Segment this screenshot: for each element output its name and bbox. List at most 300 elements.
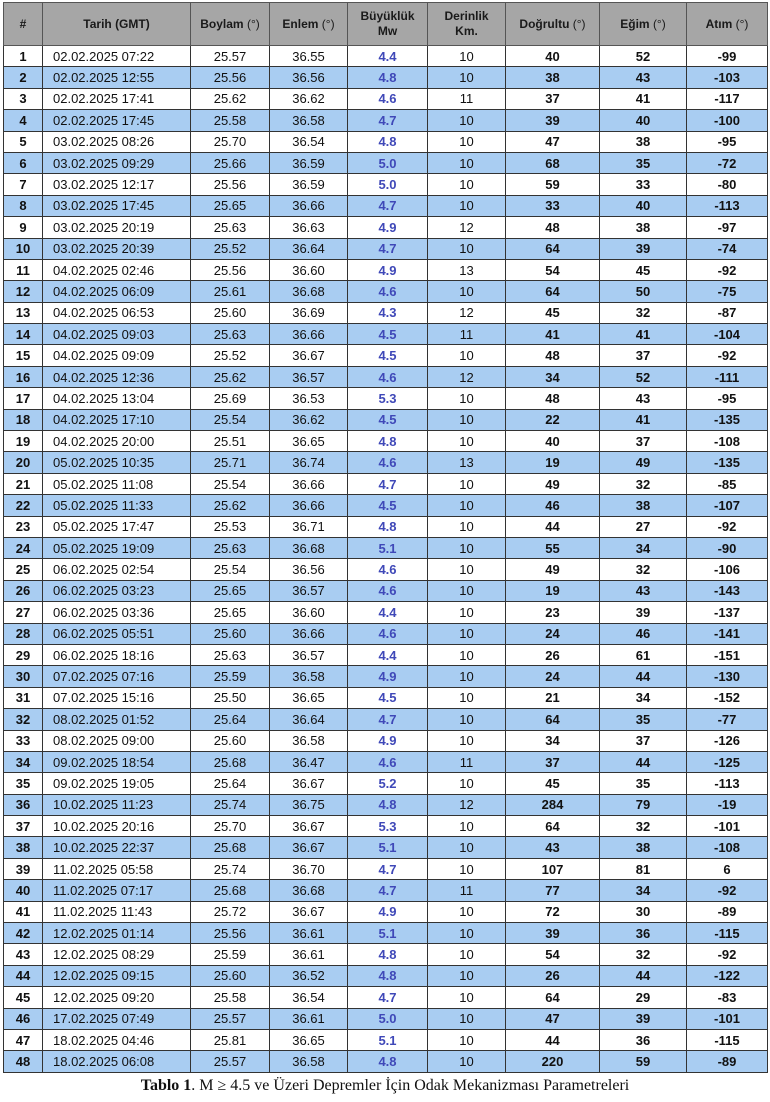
cell-magnitude: 4.7 [348, 473, 428, 494]
cell-date: 11.02.2025 05:58 [43, 858, 191, 879]
cell-longitude: 25.62 [191, 495, 270, 516]
cell-number: 18 [4, 409, 43, 430]
cell-number: 32 [4, 709, 43, 730]
cell-number: 44 [4, 965, 43, 986]
cell-magnitude: 4.6 [348, 88, 428, 109]
cell-longitude: 25.64 [191, 773, 270, 794]
table-row [4, 516, 768, 537]
cell-depth: 10 [428, 923, 506, 944]
cell-latitude: 36.67 [270, 837, 348, 858]
cell-latitude: 36.66 [270, 623, 348, 644]
cell-rake: -74 [687, 238, 768, 259]
cell-rake: -117 [687, 88, 768, 109]
cell-rake: -85 [687, 473, 768, 494]
cell-latitude: 36.65 [270, 1029, 348, 1050]
header-rake: Atım (°) [687, 3, 768, 46]
cell-magnitude: 4.7 [348, 987, 428, 1008]
cell-date: 05.02.2025 10:35 [43, 452, 191, 473]
cell-dip: 36 [600, 1029, 687, 1050]
table-row [4, 858, 768, 879]
cell-number: 29 [4, 644, 43, 665]
table-row [4, 195, 768, 216]
cell-depth: 10 [428, 281, 506, 302]
cell-rake: -101 [687, 816, 768, 837]
table-row [4, 46, 768, 67]
cell-dip: 38 [600, 131, 687, 152]
cell-date: 04.02.2025 09:03 [43, 324, 191, 345]
cell-latitude: 36.66 [270, 473, 348, 494]
cell-date: 12.02.2025 09:20 [43, 987, 191, 1008]
cell-latitude: 36.60 [270, 259, 348, 280]
cell-rake: -111 [687, 366, 768, 387]
cell-rake: -126 [687, 730, 768, 751]
cell-longitude: 25.59 [191, 944, 270, 965]
cell-latitude: 36.56 [270, 67, 348, 88]
cell-number: 42 [4, 923, 43, 944]
table-row [4, 431, 768, 452]
cell-rake: -137 [687, 602, 768, 623]
cell-latitude: 36.69 [270, 302, 348, 323]
cell-date: 07.02.2025 15:16 [43, 687, 191, 708]
cell-longitude: 25.68 [191, 751, 270, 772]
cell-rake: -92 [687, 880, 768, 901]
cell-longitude: 25.59 [191, 666, 270, 687]
cell-dip: 34 [600, 880, 687, 901]
cell-longitude: 25.56 [191, 259, 270, 280]
cell-longitude: 25.51 [191, 431, 270, 452]
table-row [4, 259, 768, 280]
cell-latitude: 36.64 [270, 709, 348, 730]
cell-number: 39 [4, 858, 43, 879]
cell-longitude: 25.60 [191, 730, 270, 751]
cell-magnitude: 4.8 [348, 131, 428, 152]
cell-depth: 10 [428, 152, 506, 173]
cell-number: 2 [4, 67, 43, 88]
cell-rake: -100 [687, 110, 768, 131]
cell-dip: 30 [600, 901, 687, 922]
cell-magnitude: 4.9 [348, 730, 428, 751]
table-row [4, 131, 768, 152]
cell-date: 05.02.2025 11:08 [43, 473, 191, 494]
cell-date: 03.02.2025 17:45 [43, 195, 191, 216]
cell-latitude: 36.58 [270, 110, 348, 131]
cell-number: 16 [4, 366, 43, 387]
table-row [4, 345, 768, 366]
cell-strike: 19 [506, 580, 600, 601]
cell-number: 6 [4, 152, 43, 173]
cell-magnitude: 5.1 [348, 837, 428, 858]
focal-mechanism-table [3, 2, 768, 1073]
cell-longitude: 25.50 [191, 687, 270, 708]
cell-latitude: 36.70 [270, 858, 348, 879]
cell-dip: 52 [600, 46, 687, 67]
cell-number: 20 [4, 452, 43, 473]
cell-magnitude: 4.6 [348, 366, 428, 387]
cell-strike: 41 [506, 324, 600, 345]
cell-magnitude: 4.3 [348, 302, 428, 323]
cell-strike: 40 [506, 431, 600, 452]
cell-strike: 39 [506, 923, 600, 944]
table-row [4, 709, 768, 730]
cell-date: 04.02.2025 17:10 [43, 409, 191, 430]
cell-rake: -77 [687, 709, 768, 730]
table-row [4, 880, 768, 901]
cell-strike: 47 [506, 131, 600, 152]
table-row [4, 944, 768, 965]
cell-latitude: 36.53 [270, 388, 348, 409]
cell-rake: -104 [687, 324, 768, 345]
header-depth: Derinlik Km. [428, 3, 506, 46]
cell-latitude: 36.55 [270, 46, 348, 67]
cell-date: 04.02.2025 06:53 [43, 302, 191, 323]
table-row [4, 602, 768, 623]
cell-depth: 10 [428, 666, 506, 687]
cell-dip: 46 [600, 623, 687, 644]
cell-longitude: 25.68 [191, 880, 270, 901]
cell-magnitude: 4.4 [348, 644, 428, 665]
cell-rake: -107 [687, 495, 768, 516]
cell-number: 25 [4, 559, 43, 580]
cell-magnitude: 4.6 [348, 580, 428, 601]
table-row [4, 987, 768, 1008]
cell-latitude: 36.66 [270, 495, 348, 516]
cell-magnitude: 4.4 [348, 46, 428, 67]
cell-latitude: 36.59 [270, 174, 348, 195]
cell-magnitude: 4.7 [348, 238, 428, 259]
cell-number: 36 [4, 794, 43, 815]
cell-date: 02.02.2025 12:55 [43, 67, 191, 88]
cell-rake: -108 [687, 431, 768, 452]
cell-date: 06.02.2025 03:36 [43, 602, 191, 623]
cell-latitude: 36.58 [270, 1051, 348, 1072]
cell-date: 05.02.2025 17:47 [43, 516, 191, 537]
cell-dip: 44 [600, 666, 687, 687]
cell-rake: -115 [687, 1029, 768, 1050]
header-lat: Enlem (°) [270, 3, 348, 46]
cell-date: 05.02.2025 11:33 [43, 495, 191, 516]
cell-rake: -130 [687, 666, 768, 687]
table-row [4, 730, 768, 751]
cell-strike: 24 [506, 666, 600, 687]
cell-magnitude: 4.6 [348, 751, 428, 772]
cell-strike: 39 [506, 110, 600, 131]
cell-dip: 43 [600, 388, 687, 409]
cell-dip: 50 [600, 281, 687, 302]
table-row [4, 495, 768, 516]
cell-longitude: 25.56 [191, 923, 270, 944]
cell-date: 03.02.2025 08:26 [43, 131, 191, 152]
cell-strike: 107 [506, 858, 600, 879]
cell-dip: 61 [600, 644, 687, 665]
cell-strike: 48 [506, 217, 600, 238]
cell-number: 9 [4, 217, 43, 238]
cell-strike: 55 [506, 537, 600, 558]
cell-rake: -151 [687, 644, 768, 665]
cell-magnitude: 4.7 [348, 858, 428, 879]
cell-magnitude: 4.7 [348, 110, 428, 131]
header-strike-unit: (°) [572, 16, 586, 31]
cell-strike: 59 [506, 174, 600, 195]
cell-longitude: 25.63 [191, 537, 270, 558]
cell-magnitude: 4.8 [348, 944, 428, 965]
cell-longitude: 25.53 [191, 516, 270, 537]
cell-rake: -83 [687, 987, 768, 1008]
cell-dip: 43 [600, 580, 687, 601]
cell-longitude: 25.65 [191, 580, 270, 601]
header-dip-unit: (°) [652, 16, 666, 31]
cell-magnitude: 4.6 [348, 281, 428, 302]
cell-strike: 44 [506, 516, 600, 537]
cell-depth: 10 [428, 495, 506, 516]
cell-depth: 10 [428, 388, 506, 409]
cell-latitude: 36.66 [270, 195, 348, 216]
cell-strike: 38 [506, 67, 600, 88]
cell-strike: 54 [506, 259, 600, 280]
cell-magnitude: 4.8 [348, 1051, 428, 1072]
cell-magnitude: 5.2 [348, 773, 428, 794]
cell-number: 43 [4, 944, 43, 965]
table-row [4, 559, 768, 580]
cell-number: 38 [4, 837, 43, 858]
table-row [4, 816, 768, 837]
cell-date: 06.02.2025 03:23 [43, 580, 191, 601]
cell-longitude: 25.70 [191, 131, 270, 152]
cell-strike: 44 [506, 1029, 600, 1050]
cell-depth: 10 [428, 1008, 506, 1029]
cell-magnitude: 5.0 [348, 1008, 428, 1029]
cell-longitude: 25.65 [191, 602, 270, 623]
cell-depth: 10 [428, 687, 506, 708]
cell-depth: 10 [428, 537, 506, 558]
cell-depth: 10 [428, 644, 506, 665]
cell-depth: 13 [428, 452, 506, 473]
cell-longitude: 25.57 [191, 1051, 270, 1072]
cell-latitude: 36.61 [270, 923, 348, 944]
cell-rake: -89 [687, 901, 768, 922]
cell-date: 02.02.2025 17:41 [43, 88, 191, 109]
cell-date: 06.02.2025 02:54 [43, 559, 191, 580]
cell-date: 04.02.2025 13:04 [43, 388, 191, 409]
header-lon: Boylam (°) [191, 3, 270, 46]
cell-date: 09.02.2025 19:05 [43, 773, 191, 794]
cell-strike: 54 [506, 944, 600, 965]
cell-magnitude: 4.5 [348, 687, 428, 708]
cell-dip: 34 [600, 687, 687, 708]
cell-longitude: 25.65 [191, 195, 270, 216]
cell-magnitude: 5.3 [348, 388, 428, 409]
cell-latitude: 36.61 [270, 944, 348, 965]
cell-number: 48 [4, 1051, 43, 1072]
cell-magnitude: 5.1 [348, 1029, 428, 1050]
cell-strike: 284 [506, 794, 600, 815]
cell-dip: 37 [600, 431, 687, 452]
cell-depth: 12 [428, 217, 506, 238]
cell-date: 12.02.2025 08:29 [43, 944, 191, 965]
cell-date: 04.02.2025 12:36 [43, 366, 191, 387]
cell-latitude: 36.67 [270, 773, 348, 794]
cell-depth: 12 [428, 794, 506, 815]
cell-date: 03.02.2025 09:29 [43, 152, 191, 173]
cell-strike: 26 [506, 965, 600, 986]
table-row [4, 794, 768, 815]
header-lat-unit: (°) [321, 16, 335, 31]
table-row [4, 965, 768, 986]
cell-rake: -113 [687, 773, 768, 794]
cell-strike: 21 [506, 687, 600, 708]
cell-longitude: 25.64 [191, 709, 270, 730]
cell-depth: 10 [428, 837, 506, 858]
cell-depth: 10 [428, 773, 506, 794]
cell-depth: 12 [428, 302, 506, 323]
cell-magnitude: 4.5 [348, 495, 428, 516]
cell-date: 11.02.2025 11:43 [43, 901, 191, 922]
cell-date: 10.02.2025 20:16 [43, 816, 191, 837]
table-row [4, 537, 768, 558]
table-row [4, 923, 768, 944]
cell-rake: -106 [687, 559, 768, 580]
cell-latitude: 36.59 [270, 152, 348, 173]
cell-dip: 27 [600, 516, 687, 537]
cell-rake: -75 [687, 281, 768, 302]
table-row [4, 773, 768, 794]
cell-depth: 10 [428, 46, 506, 67]
cell-number: 7 [4, 174, 43, 195]
cell-rake: -92 [687, 345, 768, 366]
cell-latitude: 36.58 [270, 666, 348, 687]
cell-depth: 10 [428, 602, 506, 623]
cell-latitude: 36.47 [270, 751, 348, 772]
cell-depth: 10 [428, 944, 506, 965]
cell-longitude: 25.72 [191, 901, 270, 922]
cell-magnitude: 4.4 [348, 602, 428, 623]
cell-number: 30 [4, 666, 43, 687]
cell-dip: 32 [600, 816, 687, 837]
cell-magnitude: 4.8 [348, 67, 428, 88]
cell-number: 5 [4, 131, 43, 152]
cell-longitude: 25.63 [191, 217, 270, 238]
cell-dip: 59 [600, 1051, 687, 1072]
cell-latitude: 36.57 [270, 644, 348, 665]
table-body [4, 46, 768, 1073]
cell-magnitude: 4.7 [348, 709, 428, 730]
cell-dip: 40 [600, 110, 687, 131]
cell-depth: 11 [428, 751, 506, 772]
cell-date: 04.02.2025 20:00 [43, 431, 191, 452]
cell-rake: -92 [687, 944, 768, 965]
cell-latitude: 36.68 [270, 880, 348, 901]
cell-rake: -135 [687, 409, 768, 430]
cell-latitude: 36.54 [270, 131, 348, 152]
cell-dip: 32 [600, 473, 687, 494]
cell-depth: 10 [428, 131, 506, 152]
cell-magnitude: 4.5 [348, 324, 428, 345]
cell-latitude: 36.64 [270, 238, 348, 259]
cell-longitude: 25.60 [191, 302, 270, 323]
table-container [3, 2, 767, 1073]
cell-longitude: 25.62 [191, 366, 270, 387]
cell-longitude: 25.60 [191, 623, 270, 644]
cell-rake: -103 [687, 67, 768, 88]
cell-number: 4 [4, 110, 43, 131]
cell-longitude: 25.58 [191, 110, 270, 131]
cell-date: 18.02.2025 04:46 [43, 1029, 191, 1050]
cell-longitude: 25.70 [191, 816, 270, 837]
table-row [4, 238, 768, 259]
cell-magnitude: 4.8 [348, 516, 428, 537]
cell-magnitude: 4.9 [348, 666, 428, 687]
cell-longitude: 25.57 [191, 46, 270, 67]
cell-dip: 41 [600, 88, 687, 109]
cell-rake: -125 [687, 751, 768, 772]
cell-dip: 32 [600, 302, 687, 323]
cell-depth: 10 [428, 709, 506, 730]
cell-latitude: 36.62 [270, 88, 348, 109]
cell-latitude: 36.71 [270, 516, 348, 537]
table-row [4, 366, 768, 387]
cell-depth: 10 [428, 516, 506, 537]
cell-longitude: 25.74 [191, 794, 270, 815]
cell-rake: -89 [687, 1051, 768, 1072]
cell-longitude: 25.74 [191, 858, 270, 879]
header-num: # [4, 3, 43, 46]
cell-dip: 38 [600, 837, 687, 858]
cell-magnitude: 4.5 [348, 409, 428, 430]
cell-strike: 68 [506, 152, 600, 173]
cell-dip: 41 [600, 324, 687, 345]
cell-strike: 64 [506, 987, 600, 1008]
cell-dip: 39 [600, 238, 687, 259]
cell-magnitude: 5.1 [348, 537, 428, 558]
cell-rake: -115 [687, 923, 768, 944]
cell-latitude: 36.52 [270, 965, 348, 986]
cell-rake: -72 [687, 152, 768, 173]
cell-strike: 34 [506, 730, 600, 751]
cell-number: 21 [4, 473, 43, 494]
cell-number: 22 [4, 495, 43, 516]
cell-latitude: 36.58 [270, 730, 348, 751]
cell-strike: 46 [506, 495, 600, 516]
cell-dip: 36 [600, 923, 687, 944]
cell-date: 10.02.2025 11:23 [43, 794, 191, 815]
cell-strike: 40 [506, 46, 600, 67]
cell-date: 03.02.2025 12:17 [43, 174, 191, 195]
cell-longitude: 25.54 [191, 559, 270, 580]
cell-date: 10.02.2025 22:37 [43, 837, 191, 858]
cell-date: 03.02.2025 20:19 [43, 217, 191, 238]
cell-number: 15 [4, 345, 43, 366]
cell-number: 3 [4, 88, 43, 109]
table-row [4, 687, 768, 708]
cell-magnitude: 4.6 [348, 623, 428, 644]
cell-depth: 10 [428, 858, 506, 879]
cell-latitude: 36.67 [270, 345, 348, 366]
cell-number: 23 [4, 516, 43, 537]
cell-latitude: 36.57 [270, 580, 348, 601]
cell-strike: 37 [506, 88, 600, 109]
cell-depth: 10 [428, 345, 506, 366]
cell-depth: 10 [428, 816, 506, 837]
cell-date: 02.02.2025 07:22 [43, 46, 191, 67]
cell-date: 11.02.2025 07:17 [43, 880, 191, 901]
cell-number: 35 [4, 773, 43, 794]
cell-magnitude: 4.9 [348, 259, 428, 280]
cell-depth: 10 [428, 730, 506, 751]
cell-magnitude: 5.1 [348, 923, 428, 944]
cell-dip: 38 [600, 495, 687, 516]
cell-latitude: 36.67 [270, 901, 348, 922]
cell-strike: 43 [506, 837, 600, 858]
cell-magnitude: 4.6 [348, 452, 428, 473]
